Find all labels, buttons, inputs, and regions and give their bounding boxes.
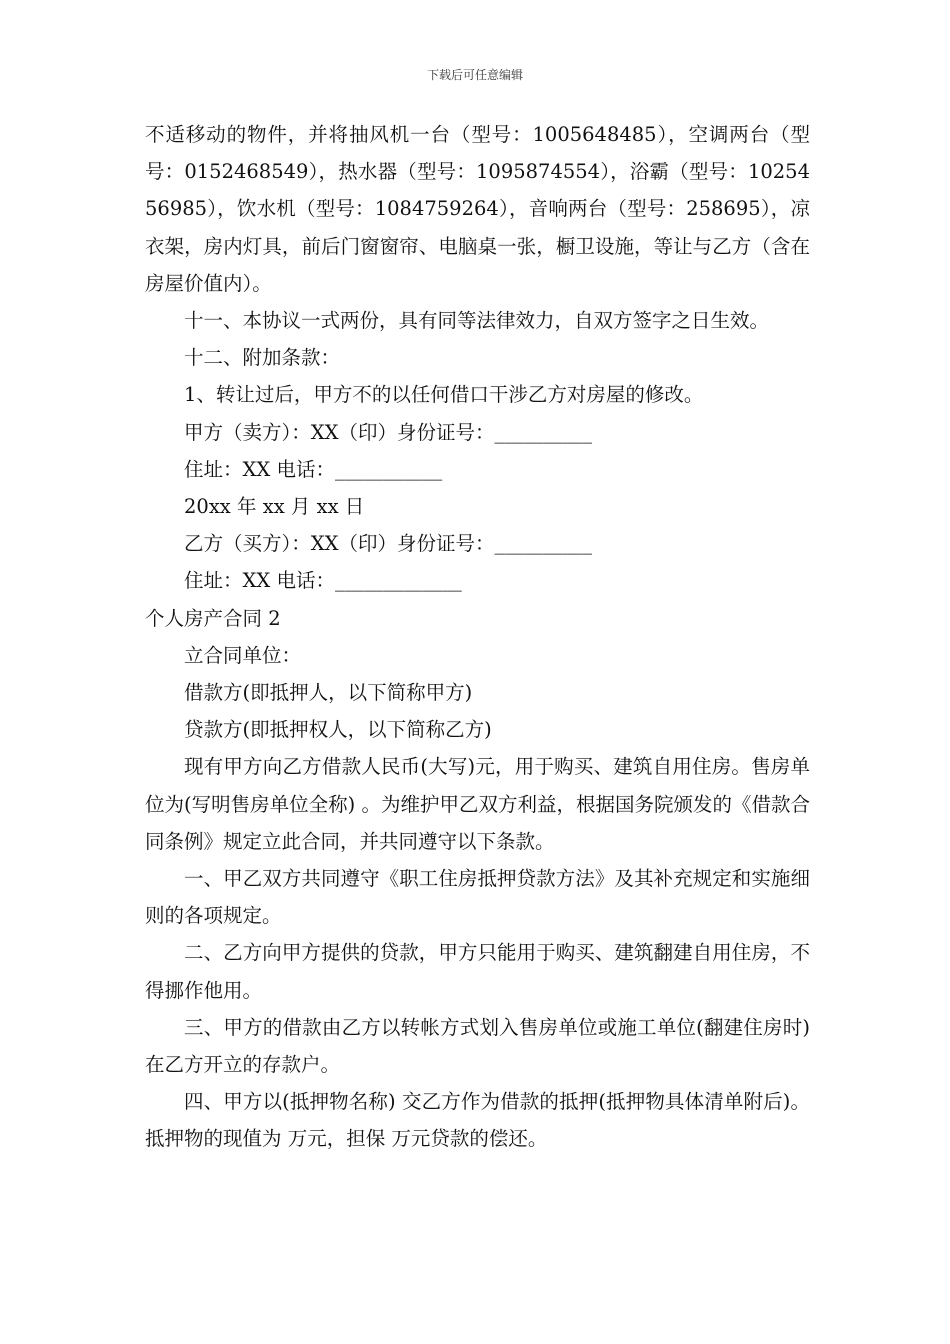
contract-parties-label: 立合同单位： bbox=[184, 643, 302, 667]
contract-preamble: 现有甲方向乙方借款人民币(大写)元，用于购买、建筑自用住房。售房单位为(写明售房单位全称) 。为维护甲乙双方利益，根据国务院颁发的《借款合同条例》规定立此合同，并共同遵守以下条款。 bbox=[145, 755, 810, 853]
additional-clause-1: 1、转让过后，甲方不的以任何借口干涉乙方对房屋的修改。 bbox=[184, 383, 704, 407]
signature-date: 20xx 年 xx 月 xx 日 bbox=[184, 495, 365, 519]
page-header: 下载后可任意编辑 bbox=[426, 68, 523, 82]
lender-line: 贷款方(即抵押权人，以下简称乙方) bbox=[184, 718, 492, 742]
party-a-address: 住址：XX 电话：___________ bbox=[184, 457, 443, 481]
paragraph-items-list: 不适移动的物件，并将抽风机一台（型号：1005648485），空调两台（型号：0152468549），热水器（型号：1095874554），浴霸（型号：1025456985），饮水机（型号：1084759264），音响两台（型号：258695），凉衣架，房内灯具，前后门窗窗帘、电脑桌一张，橱卫设施，等让与乙方（含在房屋价值内）。 bbox=[145, 123, 810, 295]
clause-two: 二、乙方向甲方提供的贷款，甲方只能用于购买、建筑翻建自用住房，不得挪作他用。 bbox=[145, 941, 810, 1002]
borrower-line: 借款方(即抵押人，以下简称甲方) bbox=[184, 681, 473, 705]
clause-eleven: 十一、本协议一式两份，具有同等法律效力，自双方签字之日生效。 bbox=[184, 309, 770, 333]
document-body bbox=[145, 116, 810, 1158]
clause-one: 一、甲乙双方共同遵守《职工住房抵押贷款方法》及其补充规定和实施细则的各项规定。 bbox=[145, 867, 810, 928]
party-b-signature: 乙方（买方）：XX（印）身份证号：__________ bbox=[184, 532, 593, 556]
clause-twelve-heading: 十二、附加条款： bbox=[184, 346, 341, 370]
section-title: 个人房产合同 2 bbox=[145, 606, 281, 630]
clause-four: 四、甲方以(抵押物名称) 交乙方作为借款的抵押(抵押物具体清单附后)。抵押物的现值为 万元，担保 万元贷款的偿还。 bbox=[145, 1090, 810, 1151]
party-a-signature: 甲方（卖方）：XX（印）身份证号：__________ bbox=[184, 420, 593, 444]
party-b-address: 住址：XX 电话：_____________ bbox=[184, 569, 462, 593]
clause-three: 三、甲方的借款由乙方以转帐方式划入售房单位或施工单位(翻建住房时)在乙方开立的存款户。 bbox=[145, 1015, 810, 1077]
